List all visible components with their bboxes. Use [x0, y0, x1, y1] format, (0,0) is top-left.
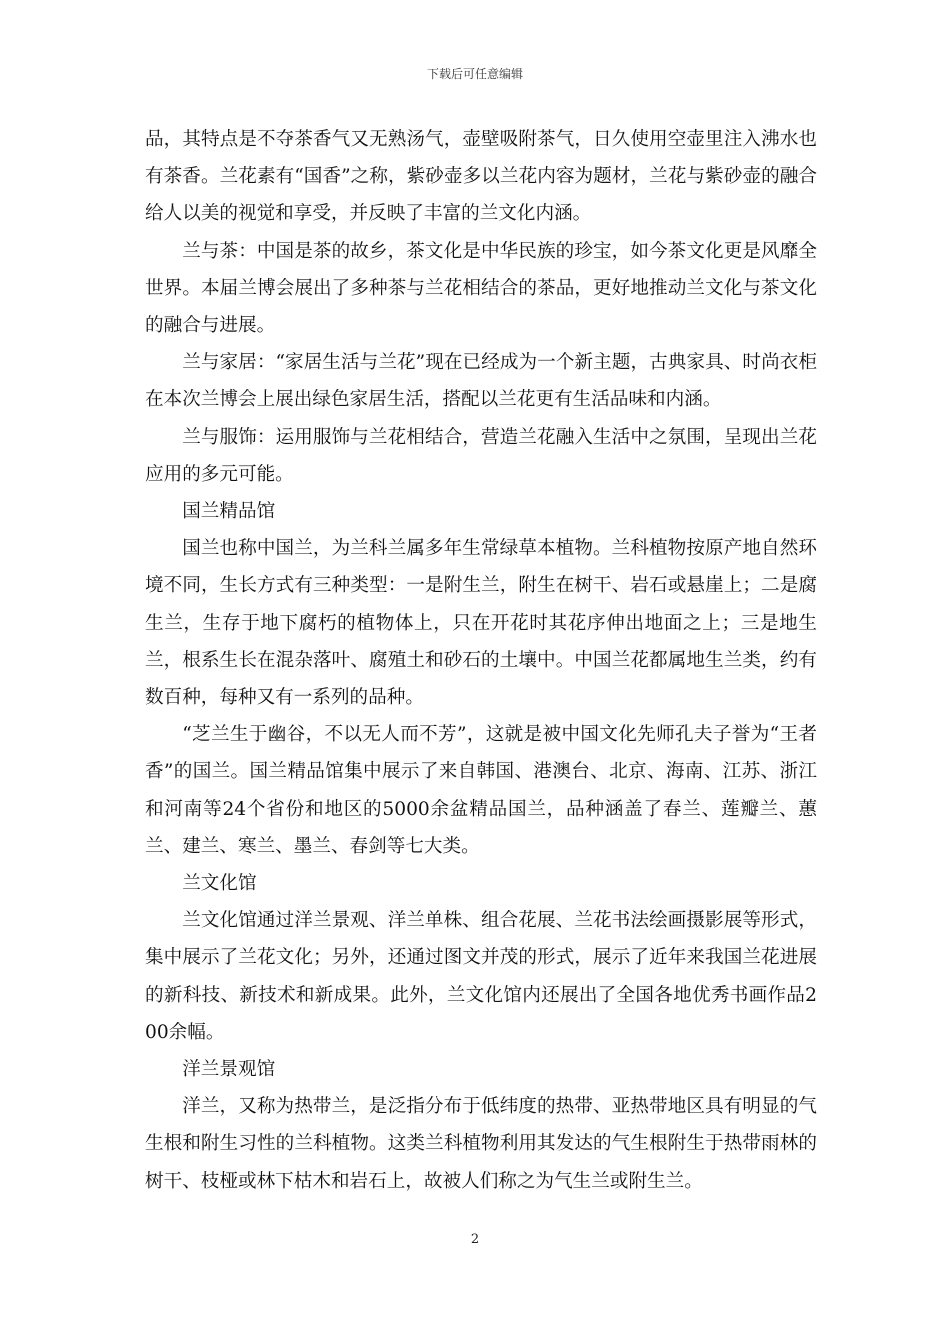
section-heading-orchid-culture-hall: 兰文化馆	[182, 873, 257, 895]
paragraph-orchid-culture: 兰文化馆通过洋兰景观、洋兰单株、组合花展、兰花书法绘画摄影展等形式，集中展示了兰花文化；另外，还通过图文并茂的形式，展示了近年来我国兰花进展的新科技、新技术和新成果。此外，兰文化馆内还展出了全国各地优秀书画作品200余幅。	[145, 910, 817, 1043]
paragraph-chinese-orchid-exhibit: “芝兰生于幽谷，不以无人而不芳”，这就是被中国文化先师孔夫子誉为“王者香”的国兰。国兰精品馆集中展示了来自韩国、港澳台、北京、海南、江苏、浙江和河南等24个省份和地区的5000余盆精品国兰，品种涵盖了春兰、莲瓣兰、蕙兰、建兰、寒兰、墨兰、春剑等七大类。	[145, 724, 817, 857]
page-header: 下载后可任意编辑	[426, 67, 523, 81]
page-number: 2	[470, 1232, 480, 1247]
section-heading-chinese-orchid-hall: 国兰精品馆	[182, 501, 276, 523]
paragraph-orchid-and-tea: 兰与茶：中国是茶的故乡，茶文化是中华民族的珍宝，如今茶文化更是风靡全世界。本届兰博会展出了多种茶与兰花相结合的茶品，更好地推动兰文化与茶文化的融合与进展。	[145, 240, 817, 337]
paragraph-chinese-orchid-intro: 国兰也称中国兰，为兰科兰属多年生常绿草本植物。兰科植物按原产地自然环境不同，生长方式有三种类型：一是附生兰，附生在树干、岩石或悬崖上；二是腐生兰，生存于地下腐朽的植物体上，只在开花时其花序伸出地面之上；三是地生兰，根系生长在混杂落叶、腐殖土和砂石的土壤中。中国兰花都属地生兰类，约有数百种，每种又有一系列的品种。	[145, 538, 817, 709]
paragraph-western-orchid: 洋兰，又称为热带兰，是泛指分布于低纬度的热带、亚热带地区具有明显的气生根和附生习性的兰科植物。这类兰科植物利用其发达的气生根附生于热带雨林的树干、枝桠或林下枯木和岩石上，故被人们称之为气生兰或附生兰。	[145, 1096, 817, 1192]
section-heading-western-orchid-hall: 洋兰景观馆	[182, 1059, 276, 1081]
document-body	[145, 121, 817, 1200]
paragraph-orchid-and-home: 兰与家居：“家居生活与兰花”现在已经成为一个新主题，古典家具、时尚衣柜在本次兰博会上展出绿色家居生活，搭配以兰花更有生活品味和内涵。	[145, 352, 817, 411]
paragraph-teapot-continued: 品，其特点是不夺茶香气又无熟汤气，壶壁吸附茶气，日久使用空壶里注入沸水也有茶香。兰花素有“国香”之称，紫砂壶多以兰花内容为题材，兰花与紫砂壶的融合给人以美的视觉和享受，并反映了丰富的兰文化内涵。	[145, 129, 817, 225]
paragraph-orchid-and-apparel: 兰与服饰：运用服饰与兰花相结合，营造兰花融入生活中之氛围，呈现出兰花应用的多元可能。	[145, 426, 817, 485]
